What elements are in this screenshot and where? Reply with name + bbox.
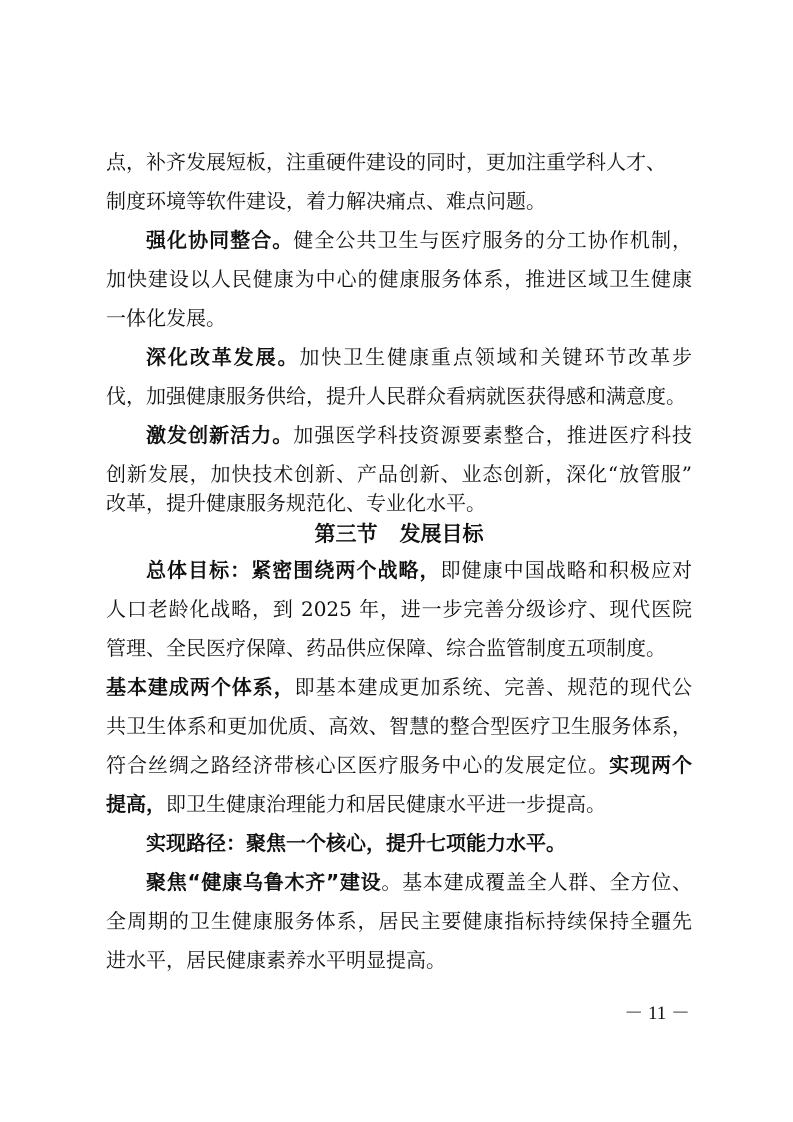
- paragraph-line: [106, 750, 692, 780]
- bold-lead: 激发创新活力。: [146, 423, 294, 447]
- paragraph-line: [146, 828, 692, 858]
- text-run: 伐，加强健康服务供给，提升人民群众看病就医获得感和满意度。: [106, 384, 686, 408]
- paragraph-line: [106, 147, 692, 177]
- paragraph-line: [106, 672, 692, 702]
- paragraph-line: [146, 342, 692, 372]
- paragraph-line: [106, 945, 692, 975]
- paragraph-line: [106, 264, 692, 294]
- text-run: 管理、全民医疗保障、药品供应保障、综合监管制度五项制度。: [106, 636, 666, 660]
- paragraph-line: [106, 633, 692, 663]
- bold-lead: 深化改革发展。: [146, 345, 300, 369]
- text-run: 即基本建成更加系统、完善、规范的现代公: [294, 675, 693, 699]
- paragraph-line: [106, 789, 692, 819]
- text-run: 即健康中国战略和积极应对: [440, 558, 693, 582]
- paragraph-line: [106, 594, 692, 624]
- bold-lead: 强化协同整合。: [146, 228, 294, 252]
- paragraph-line: [106, 303, 692, 333]
- text-run: 全周期的卫生健康服务体系，居民主要健康指标持续保持全疆先: [106, 909, 692, 933]
- text-run: 点，补齐发展短板，注重硬件建设的同时，更加注重学科人才、: [106, 150, 666, 174]
- paragraph-line: [106, 488, 692, 518]
- paragraph-line: [106, 906, 692, 936]
- bold-lead: 总体目标：紧密围绕两个战略，: [146, 558, 441, 582]
- bold-lead: 聚焦“健康乌鲁木齐”建设: [146, 870, 382, 894]
- paragraph-line: [146, 420, 692, 450]
- paragraph-line: [146, 225, 692, 255]
- text-run: 加强医学科技资源要素整合，推进医疗科技: [293, 423, 693, 447]
- paragraph-line: [106, 186, 692, 216]
- text-run: 符合丝绸之路经济带核心区医疗服务中心的发展定位。: [106, 753, 610, 777]
- paragraph-line: [106, 711, 692, 741]
- text-run: 人口老龄化战略，到 2025 年，进一步完善分级诊疗、现代医院: [106, 597, 692, 621]
- text-run: 加快建设以人民健康为中心的健康服务体系，推进区域卫生健康: [106, 267, 692, 291]
- text-run: 创新发展，加快技术创新、产品创新、业态创新，深化“放管服”: [106, 462, 692, 486]
- text-run: 即卫生健康治理能力和居民健康水平进一步提高。: [166, 792, 606, 816]
- section-heading: 第三节 发展目标: [314, 521, 484, 546]
- paragraph-line: [146, 555, 692, 585]
- bold-run: 实现两个: [609, 753, 693, 777]
- text-run: 进水平，居民健康素养水平明显提高。: [106, 948, 446, 972]
- page-number: － 11 －: [624, 1003, 690, 1024]
- text-run: 共卫生体系和更加优质、高效、智慧的整合型医疗卫生服务体系，: [106, 714, 692, 738]
- text-run: 。基本建成覆盖全人群、全方位、: [381, 870, 692, 894]
- text-run: 制度环境等软件建设，着力解决痛点、难点问题。: [106, 189, 546, 213]
- text-run: 加快卫生健康重点领域和关键环节改革步: [299, 345, 693, 369]
- bold-run: 实现路径：聚焦一个核心，提升七项能力水平。: [146, 831, 566, 855]
- paragraph-line: [146, 867, 692, 897]
- bold-lead: 提高，: [106, 792, 166, 816]
- paragraph-line: [106, 381, 692, 411]
- text-run: 改革，提升健康服务规范化、专业化水平。: [106, 491, 486, 515]
- paragraph-line: [106, 459, 692, 489]
- text-run: 健全公共卫生与医疗服务的分工协作机制，: [293, 228, 693, 252]
- text-run: 一体化发展。: [106, 306, 226, 330]
- bold-lead: 基本建成两个体系，: [106, 675, 295, 699]
